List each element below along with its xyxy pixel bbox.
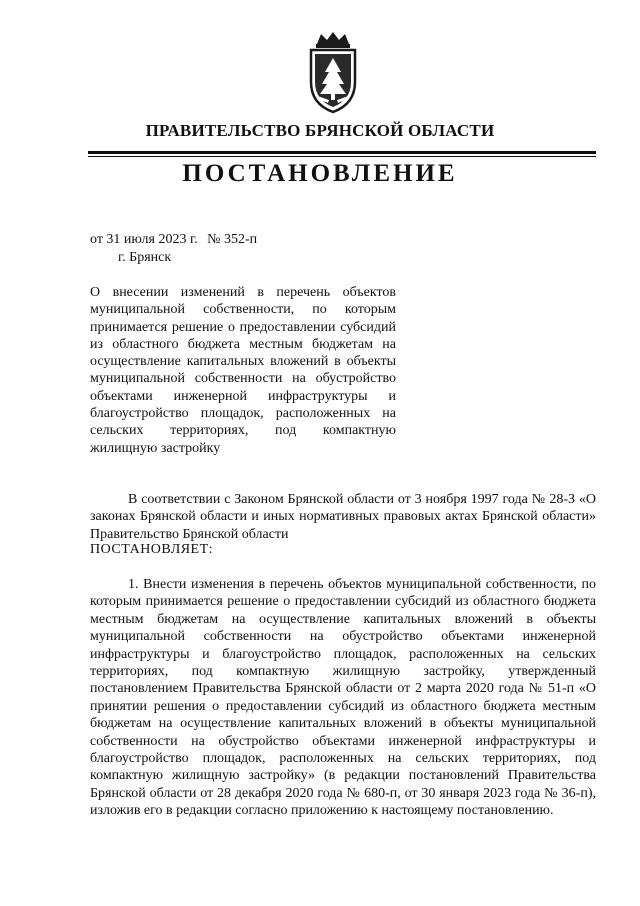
resolves-heading: ПОСТАНОВЛЯЕТ: bbox=[90, 542, 214, 557]
organization-title: ПРАВИТЕЛЬСТВО БРЯНСКОЙ ОБЛАСТИ bbox=[145, 121, 495, 140]
header-divider-thick bbox=[88, 151, 596, 154]
document-subject: О внесении изменений в перечень объектов муниципальной собственности, по которым принимается решение о предоставлении субсидий из областного бюджета местным бюджетам на осуществление капитальных вложений в объекты муниципальной собственности на обустройство объектами инженерной инфраструктуры и благоустройство площадок, расположенных на сельских территориях, под компактную жилищную застройку bbox=[90, 285, 396, 456]
item-1-paragraph: 1. Внести изменения в перечень объектов муниципальной собственности, по которым принимается решение о предоставлении субсидий из областного бюджета местным бюджетам на осуществление капитальных вложений в объекты муниципальной собственности на обустройство объектами инженерной инфраструктуры и благоустройство площадок, расположенных на сельских территориях, под компактную жилищную застройку, утвержденный постановлением Правительства Брянской области от 2 марта 2020 года № 51-п «О принятии решения о предоставлении субсидий из областного бюджета местным бюджетам на осуществление капитальных вложений в объекты муниципальной собственности на обустройство объектами инженерной инфраструктуры и благоустройство площадок, расположенных на сельских территориях, под компактную жилищную застройку» (в редакции постановлений Правительства Брянской области от 28 декабря 2020 года № 680-п, от 30 января 2023 года № 36-п), изложив его в редакции согласно приложению к настоящему постановлению. bbox=[90, 577, 596, 819]
preamble-paragraph: В соответствии с Законом Брянской области от 3 ноября 1997 года № 28-З «О законах Брянской области и иных нормативных правовых актах Брянской области» Правительство Брянской области bbox=[90, 492, 596, 542]
document-type-title: ПОСТАНОВЛЕНИЕ bbox=[182, 160, 458, 187]
coat-of-arms-icon bbox=[303, 30, 363, 114]
document-number: № 352-п bbox=[207, 232, 258, 247]
document-date: от 31 июля 2023 г. bbox=[90, 232, 198, 247]
document-date-number bbox=[90, 232, 263, 248]
document-city: г. Брянск bbox=[118, 250, 172, 265]
header-divider-thin bbox=[88, 156, 596, 157]
